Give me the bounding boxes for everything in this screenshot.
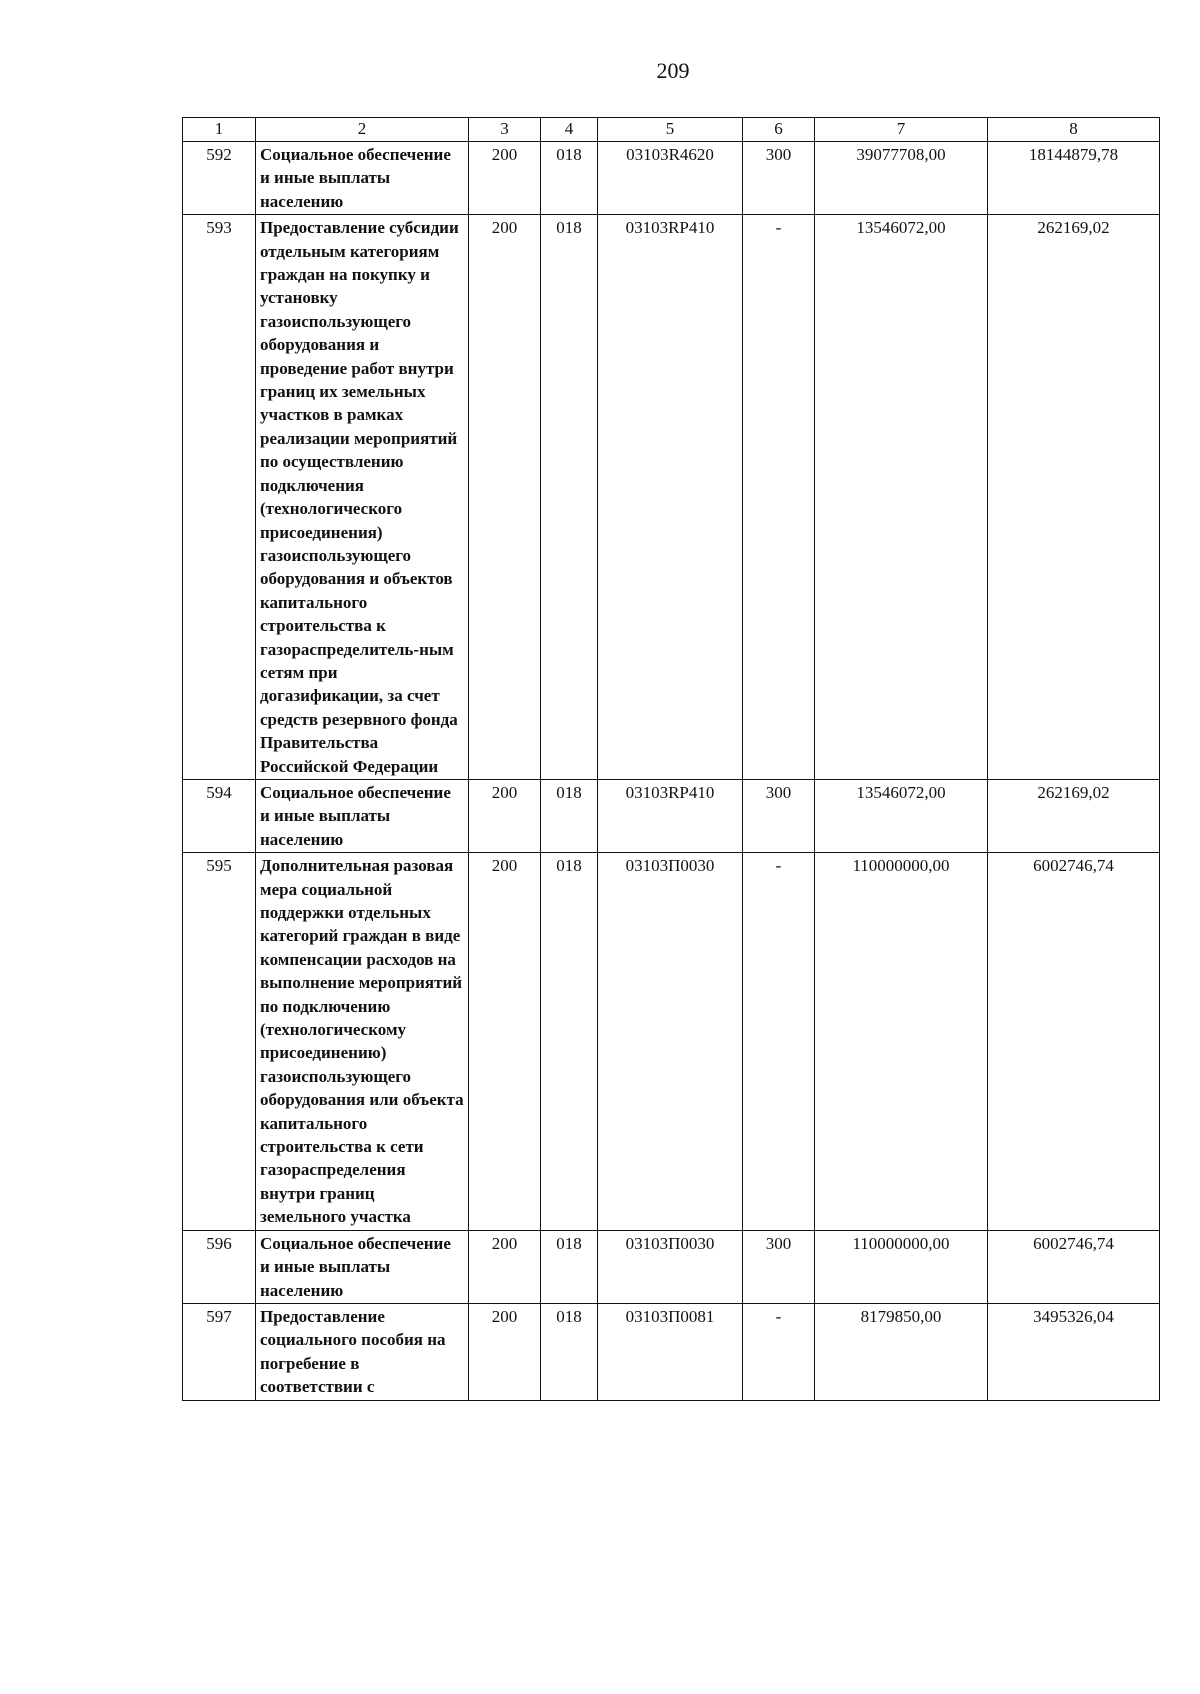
row-code-5: 03103П0030 (598, 1230, 743, 1303)
row-code-6: 300 (743, 142, 815, 215)
header-cell: 5 (598, 118, 743, 142)
row-number: 593 (183, 215, 256, 780)
row-amount-7: 110000000,00 (815, 853, 988, 1231)
row-amount-8: 3495326,04 (988, 1303, 1160, 1400)
row-code-3: 200 (469, 1303, 541, 1400)
row-number: 592 (183, 142, 256, 215)
row-code-4: 018 (541, 853, 598, 1231)
row-name: Социальное обеспечение и иные выплаты населению (256, 779, 469, 852)
row-amount-7: 13546072,00 (815, 779, 988, 852)
header-cell: 8 (988, 118, 1160, 142)
table-row (183, 215, 1160, 780)
row-code-4: 018 (541, 779, 598, 852)
row-code-3: 200 (469, 215, 541, 780)
row-amount-7: 110000000,00 (815, 1230, 988, 1303)
row-amount-8: 262169,02 (988, 215, 1160, 780)
row-amount-8: 18144879,78 (988, 142, 1160, 215)
row-amount-7: 39077708,00 (815, 142, 988, 215)
row-code-6: - (743, 853, 815, 1231)
row-code-5: 03103П0081 (598, 1303, 743, 1400)
table-row (183, 1303, 1160, 1400)
row-number: 594 (183, 779, 256, 852)
row-amount-8: 6002746,74 (988, 1230, 1160, 1303)
row-code-4: 018 (541, 142, 598, 215)
row-amount-8: 262169,02 (988, 779, 1160, 852)
row-code-3: 200 (469, 142, 541, 215)
table-row (183, 1230, 1160, 1303)
header-cell: 2 (256, 118, 469, 142)
row-code-5: 03103RP410 (598, 215, 743, 780)
row-code-5: 03103П0030 (598, 853, 743, 1231)
table-row (183, 853, 1160, 1231)
row-amount-7: 8179850,00 (815, 1303, 988, 1400)
row-number: 597 (183, 1303, 256, 1400)
row-code-4: 018 (541, 1230, 598, 1303)
row-code-3: 200 (469, 1230, 541, 1303)
row-number: 595 (183, 853, 256, 1231)
table-row (183, 142, 1160, 215)
row-code-6: - (743, 1303, 815, 1400)
page-number: 209 (656, 58, 690, 83)
row-name: Предоставление социального пособия на погребение в соответствии с (256, 1303, 469, 1400)
row-code-6: 300 (743, 1230, 815, 1303)
row-number: 596 (183, 1230, 256, 1303)
row-name: Социальное обеспечение и иные выплаты населению (256, 1230, 469, 1303)
row-name: Дополнительная разовая мера социальной поддержки отдельных категорий граждан в виде компенсации расходов на выполнение мероприятий по подключению (технологическому присоединению) газоиспользующего оборудования или объекта капитального строительства к сети газораспределения внутри границ земельного участка (256, 853, 469, 1231)
row-code-4: 018 (541, 1303, 598, 1400)
header-cell: 7 (815, 118, 988, 142)
table-row (183, 779, 1160, 852)
header-cell: 1 (183, 118, 256, 142)
row-code-6: - (743, 215, 815, 780)
budget-table (182, 117, 1160, 1401)
header-cell: 6 (743, 118, 815, 142)
row-code-5: 03103R4620 (598, 142, 743, 215)
row-code-3: 200 (469, 853, 541, 1231)
row-code-6: 300 (743, 779, 815, 852)
row-name: Социальное обеспечение и иные выплаты населению (256, 142, 469, 215)
header-row (183, 118, 1160, 142)
row-code-5: 03103RP410 (598, 779, 743, 852)
row-amount-8: 6002746,74 (988, 853, 1160, 1231)
header-cell: 4 (541, 118, 598, 142)
row-code-4: 018 (541, 215, 598, 780)
row-amount-7: 13546072,00 (815, 215, 988, 780)
header-cell: 3 (469, 118, 541, 142)
row-name: Предоставление субсидии отдельным категориям граждан на покупку и установку газоиспользующего оборудования и проведение работ внутри границ их земельных участков в рамках реализации мероприятий по осуществлению подключения (технологического присоединения) газоиспользующего оборудования и объектов капитального строительства к газораспределитель-ным сетям при догазификации, за счет средств резервного фонда Правительства Российской Федерации (256, 215, 469, 780)
row-code-3: 200 (469, 779, 541, 852)
